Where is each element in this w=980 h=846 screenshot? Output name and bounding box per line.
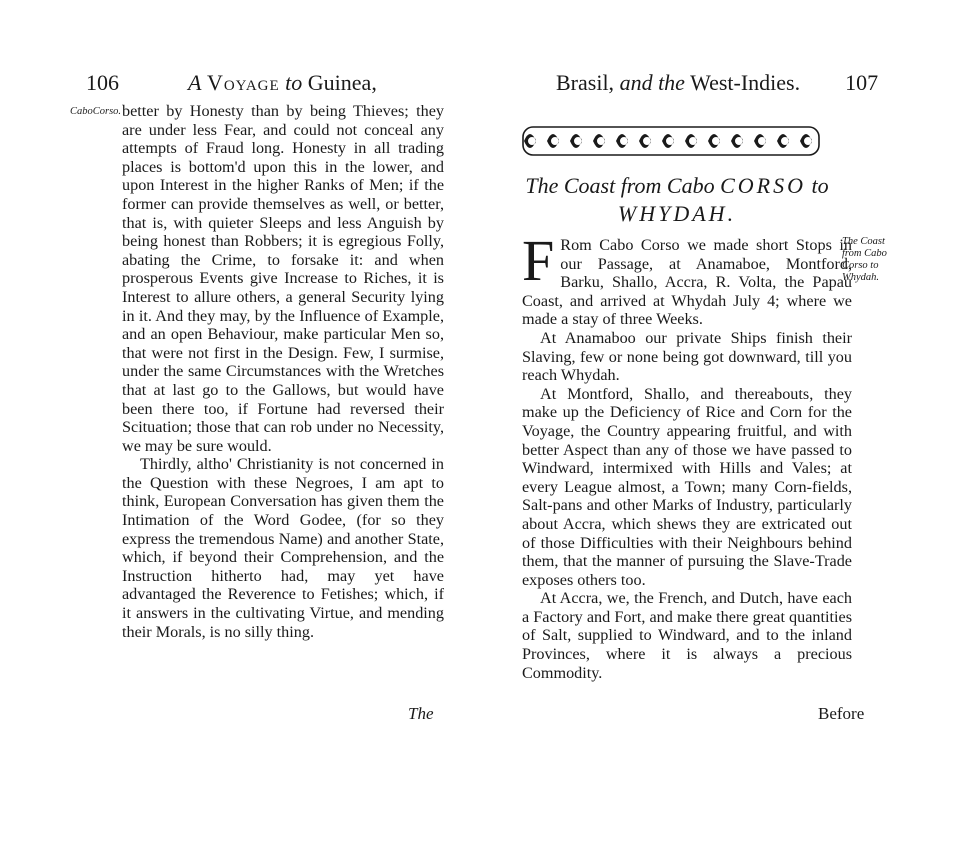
left-body-text — [122, 102, 444, 641]
title-to: to — [811, 173, 829, 198]
ornament-band-icon — [522, 124, 822, 158]
section-title — [522, 172, 832, 228]
right-paragraph-1: Rom Cabo Corso we made short Stops in our Passage, at Anamaboe, Montford, Barku, Shallo, Accra, R. Volta, the Papau Coast, and arrived at Whydah July 4; where we made a stay of three Weeks. — [522, 236, 852, 329]
running-head-to: to — [285, 70, 303, 95]
right-paragraph-4: At Accra, we, the French, and Dutch, have each a Factory and Fort, and make there great quantities of Salt, supplied to Windward, and to the inland Provinces, where it is always a precious Commodity. — [522, 589, 852, 682]
catchword-right: Before — [818, 704, 865, 723]
page-number-right: 107 — [845, 70, 879, 95]
margin-note-right: The Coast from Cabo Corso to Whydah. — [842, 236, 887, 283]
decorative-ornament-band — [522, 124, 822, 158]
running-head-and-the: and the — [619, 70, 685, 95]
running-head-left — [86, 70, 377, 96]
left-paragraph-2: Thirdly, altho' Christianity is not concerned in the Question with these Negroes, I am apt to think, European Conversation has given them the Intimation of the Word Godee, (for so they express the tremendous Name) and another State, which, if beyond their Comprehension, and the Instruction hitherto had, may yet have advantaged the Reverence to Fetishes; which, if it answers in the cultivating Virtue, and mending their Morals, is no silly thing. — [122, 455, 444, 641]
page-number-left: 106 — [86, 70, 119, 95]
title-caps-whydah: WHYDAH. — [617, 201, 737, 226]
running-head-a: A — [188, 70, 202, 95]
left-paragraph-1: better by Honesty than by being Thieves; they are under less Fear, and could not conceal any attempts of Fraud long. Honesty in all trading places is bottom'd upon this in the lower, and upon Interest in the higher Ranks of Men; if the former can provide themselves as well, or better, that is, with quieter Sleeps and less Anguish by being honest than Robbers; it is egregious Folly, abating the Crime, to forsake it: and when prosperous Events give Increase to Riches, it is Interest to allure others, a general Security lying in it. And they may, by the Influence of Example, and an open Behaviour, make particular Men so, that were not first in the Design. Few, I surmise, under the same Circumstances with the Wretches that at last go to the Gallows, but would have been there too, if Fortune had reversed their Scituation; those that can rob under no Necessity, we may be sure would. — [122, 102, 444, 455]
title-caps-corso: CORSO — [720, 173, 807, 198]
running-head-guinea: Guinea, — [307, 70, 377, 95]
running-head-brasil: Brasil, — [556, 70, 615, 95]
drop-cap: F — [522, 228, 555, 293]
right-paragraph-3: At Montford, Shallo, and thereabouts, they make up the Deficiency of Rice and Corn for the Voyage, the Country appearing fruitful, and with better Aspect than any of those we have passed to Windward, intermixed with Hills and Vales; at every League almost, a Town; many Corn-fields, Salt-pans and other Marks of Industry, particularly about Accra, which shews they are extricated out of those Difficulties with their Neighbours behind them, that the manner of pursuing the Slave-Trade exposes others too. — [522, 384, 852, 589]
title-line-1: The Coast from Cabo — [525, 173, 715, 198]
right-paragraph-2: At Anamaboo our private Ships finish their Slaving, few or none being got downward, till you reach Whydah. — [522, 328, 852, 385]
running-head-right — [556, 70, 878, 96]
right-body-text — [522, 228, 852, 682]
running-head-west-indies: West-Indies. — [690, 70, 801, 95]
margin-note-left: CaboCorso. — [70, 106, 122, 117]
catchword-left: The — [408, 704, 434, 723]
running-head-voyage: Voyage — [206, 70, 280, 95]
